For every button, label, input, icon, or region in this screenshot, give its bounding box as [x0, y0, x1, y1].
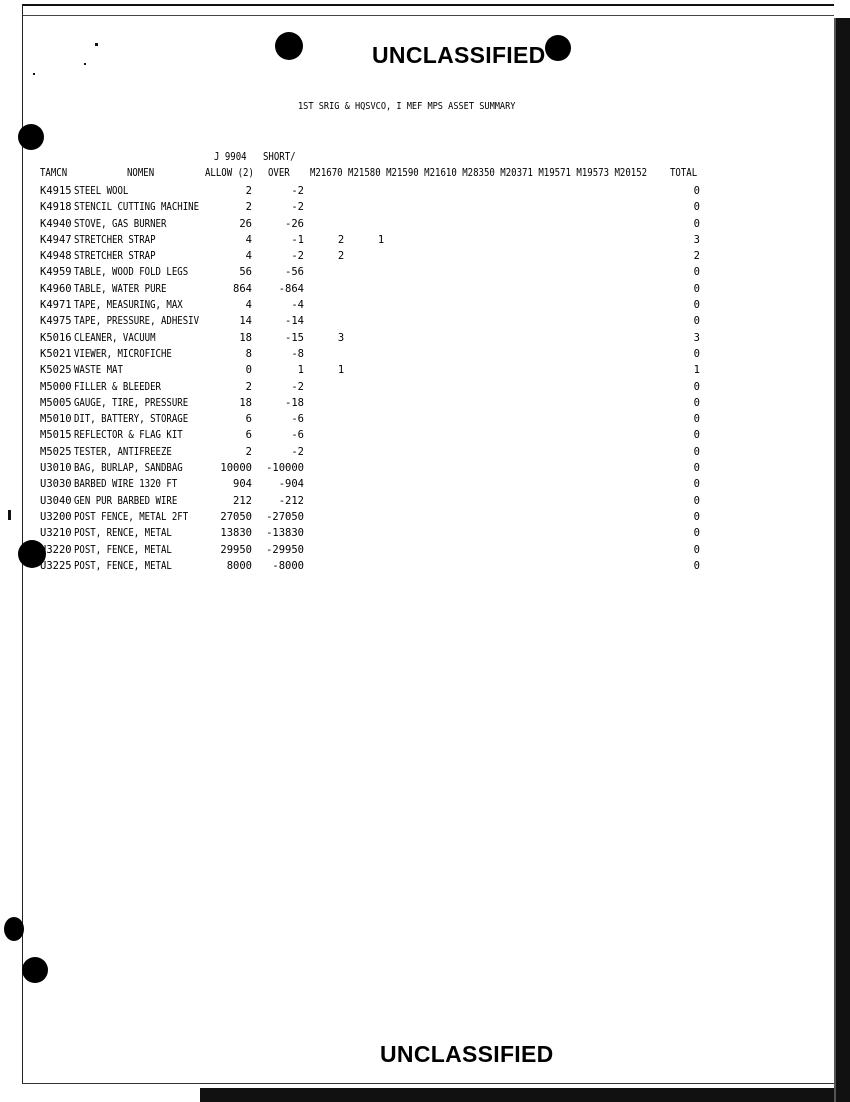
nomen-cell: BAG, BURLAP, SANDBAG	[74, 462, 183, 475]
punch-hole	[22, 957, 48, 983]
scan-speck	[8, 510, 11, 520]
short-over-cell: -29950	[266, 543, 304, 556]
total-cell: 0	[693, 543, 700, 556]
tamcn-cell: M5015	[40, 429, 72, 442]
short-over-cell: -4	[291, 299, 304, 312]
total-cell: 0	[693, 266, 700, 279]
allow-cell: 8	[245, 347, 252, 360]
tamcn-cell: K5016	[40, 331, 72, 344]
tamcn-cell: M5010	[40, 413, 72, 426]
allow-cell: 27050	[220, 510, 252, 523]
nomen-cell: POST, FENCE, METAL	[74, 543, 172, 556]
total-cell: 0	[693, 315, 700, 328]
tamcn-cell: K5021	[40, 347, 72, 360]
short-over-cell: -27050	[266, 510, 304, 523]
allow-cell: 26	[239, 217, 252, 230]
tamcn-cell: K4947	[40, 233, 72, 246]
m21670-cell: 1	[337, 364, 345, 377]
header-tamcn: TAMCN	[40, 167, 68, 179]
allow-cell: 4	[245, 299, 252, 312]
tamcn-cell: K4960	[40, 282, 72, 295]
punch-hole	[545, 35, 571, 61]
allow-cell: 864	[233, 282, 252, 295]
short-over-cell: -6	[291, 429, 304, 442]
short-over-cell: -1	[291, 233, 304, 246]
short-over-cell: -2	[291, 250, 304, 263]
allow-cell: 6	[245, 429, 252, 442]
header-unit-columns: M21670 M21580 M21590 M21610 M28350 M20371 M19571 M19573 M20152	[310, 167, 648, 179]
punch-hole	[4, 917, 24, 941]
scan-edge-right-inner	[834, 18, 836, 1102]
tamcn-cell: K4959	[40, 266, 72, 279]
m21580-cell: 1	[377, 233, 385, 246]
total-cell: 0	[693, 462, 700, 475]
allow-cell: 2	[245, 201, 252, 214]
total-cell: 0	[693, 478, 700, 491]
total-cell: 1	[693, 364, 700, 377]
nomen-cell: TABLE, WOOD FOLD LEGS	[74, 266, 189, 279]
nomen-cell: VIEWER, MICROFICHE	[74, 347, 172, 360]
nomen-cell: BARBED WIRE 1320 FT	[74, 478, 178, 491]
short-over-cell: -904	[278, 478, 304, 491]
total-cell: 0	[693, 396, 700, 409]
allow-cell: 13830	[220, 527, 252, 540]
tamcn-cell: U3210	[40, 527, 72, 540]
scan-edge-top-inner	[22, 15, 834, 16]
m21670-cell: 2	[337, 250, 345, 263]
total-cell: 2	[693, 250, 700, 263]
allow-cell: 10000	[220, 462, 252, 475]
m21670-cell: 2	[337, 233, 345, 246]
nomen-cell: POST FENCE, METAL 2FT	[74, 510, 189, 523]
nomen-cell: STRETCHER STRAP	[74, 250, 156, 263]
tamcn-cell: M5025	[40, 445, 72, 458]
header-short-over: OVER	[268, 167, 290, 179]
tamcn-cell: U3220	[40, 543, 72, 556]
nomen-cell: POST, FENCE, METAL	[74, 559, 172, 572]
total-cell: 0	[693, 201, 700, 214]
tamcn-cell: M5000	[40, 380, 72, 393]
allow-cell: 18	[239, 396, 252, 409]
scan-edge-top	[22, 4, 834, 6]
short-over-cell: -13830	[266, 527, 304, 540]
nomen-cell: TABLE, WATER PURE	[74, 282, 167, 295]
nomen-cell: TESTER, ANTIFREEZE	[74, 445, 172, 458]
nomen-cell: FILLER & BLEEDER	[74, 380, 161, 393]
header-total: TOTAL	[670, 167, 698, 179]
total-cell: 0	[693, 510, 700, 523]
header-allow: ALLOW (2)	[205, 167, 254, 179]
nomen-cell: TAPE, PRESSURE, ADHESIV	[74, 315, 200, 328]
short-over-cell: -15	[285, 331, 304, 344]
tamcn-cell: U3225	[40, 559, 72, 572]
short-over-cell: -6	[291, 413, 304, 426]
scan-speck	[95, 43, 98, 46]
classification-banner-bottom: UNCLASSIFIED	[380, 1041, 554, 1067]
report-title: 1ST SRIG & HQSVCO, I MEF MPS ASSET SUMMARY	[298, 101, 516, 112]
allow-cell: 212	[233, 494, 252, 507]
allow-cell: 56	[239, 266, 252, 279]
tamcn-cell: U3030	[40, 478, 72, 491]
scan-edge-bottom	[22, 1083, 834, 1084]
total-cell: 0	[693, 299, 700, 312]
total-cell: 0	[693, 380, 700, 393]
classification-banner-top: UNCLASSIFIED	[372, 42, 546, 68]
header-short-line1: SHORT/	[263, 151, 296, 163]
allow-cell: 6	[245, 413, 252, 426]
allow-cell: 904	[233, 478, 252, 491]
nomen-cell: GAUGE, TIRE, PRESSURE	[74, 396, 189, 409]
short-over-cell: 1	[297, 364, 304, 377]
total-cell: 0	[693, 429, 700, 442]
scan-speck	[84, 63, 86, 65]
nomen-cell: TAPE, MEASURING, MAX	[74, 299, 183, 312]
tamcn-cell: M5005	[40, 396, 72, 409]
allow-cell: 0	[245, 364, 252, 377]
tamcn-cell: K4948	[40, 250, 72, 263]
scan-speck	[33, 73, 35, 75]
tamcn-cell: U3040	[40, 494, 72, 507]
tamcn-cell: K5025	[40, 364, 72, 377]
short-over-cell: -8	[291, 347, 304, 360]
nomen-cell: POST, RENCE, METAL	[74, 527, 172, 540]
short-over-cell: -10000	[266, 462, 304, 475]
allow-cell: 2	[245, 380, 252, 393]
total-cell: 0	[693, 185, 700, 197]
scan-edge-bottom-shadow	[200, 1088, 834, 1102]
short-over-cell: -8000	[272, 559, 304, 572]
short-over-cell: -2	[291, 201, 304, 214]
short-over-cell: -14	[285, 315, 304, 328]
allow-cell: 2	[245, 185, 252, 197]
allow-cell: 14	[239, 315, 252, 328]
total-cell: 0	[693, 217, 700, 230]
total-cell: 0	[693, 494, 700, 507]
nomen-cell: STEEL WOOL	[74, 185, 129, 197]
total-cell: 0	[693, 559, 700, 572]
total-cell: 0	[693, 445, 700, 458]
short-over-cell: -2	[291, 380, 304, 393]
scan-edge-right	[834, 18, 850, 1102]
tamcn-cell: K4915	[40, 185, 72, 197]
tamcn-cell: K4975	[40, 315, 72, 328]
total-cell: 0	[693, 413, 700, 426]
nomen-cell: STOVE, GAS BURNER	[74, 217, 167, 230]
total-cell: 0	[693, 527, 700, 540]
tamcn-cell: K4971	[40, 299, 72, 312]
nomen-cell: STRETCHER STRAP	[74, 233, 156, 246]
allow-cell: 8000	[226, 559, 252, 572]
nomen-cell: STENCIL CUTTING MACHINE	[74, 201, 200, 214]
short-over-cell: -2	[291, 445, 304, 458]
short-over-cell: -56	[285, 266, 304, 279]
punch-hole	[275, 32, 303, 60]
m21670-cell: 3	[337, 331, 345, 344]
nomen-cell: DIT, BATTERY, STORAGE	[74, 413, 189, 426]
nomen-cell: GEN PUR BARBED WIRE	[74, 494, 178, 507]
header-allow-line1: J 9904	[214, 151, 247, 163]
punch-hole	[18, 124, 44, 150]
nomen-cell: REFLECTOR & FLAG KIT	[74, 429, 183, 442]
total-cell: 3	[693, 233, 700, 246]
tamcn-cell: U3200	[40, 510, 72, 523]
nomen-cell: WASTE MAT	[74, 364, 123, 377]
allow-cell: 4	[245, 250, 252, 263]
allow-cell: 4	[245, 233, 252, 246]
short-over-cell: -18	[285, 396, 304, 409]
allow-cell: 2	[245, 445, 252, 458]
total-cell: 3	[693, 331, 700, 344]
allow-cell: 18	[239, 331, 252, 344]
short-over-cell: -212	[278, 494, 304, 507]
total-cell: 0	[693, 282, 700, 295]
short-over-cell: -864	[278, 282, 304, 295]
header-nomen: NOMEN	[127, 167, 155, 179]
total-cell: 0	[693, 347, 700, 360]
tamcn-cell: K4940	[40, 217, 72, 230]
nomen-cell: CLEANER, VACUUM	[74, 331, 156, 344]
allow-cell: 29950	[220, 543, 252, 556]
tamcn-cell: K4918	[40, 201, 72, 214]
short-over-cell: -26	[285, 217, 304, 230]
short-over-cell: -2	[291, 185, 304, 197]
tamcn-cell: U3010	[40, 462, 72, 475]
